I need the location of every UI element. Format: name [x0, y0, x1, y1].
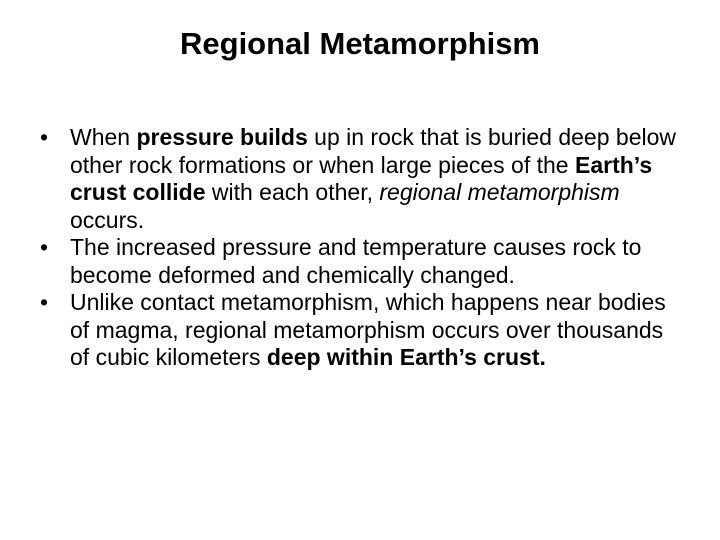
bullet-dot-icon: •	[40, 124, 49, 150]
text-run: up in rock that is buried deep below other rock formations or when large pieces of the	[70, 124, 676, 178]
text-run: Unlike contact metamorphism, which happens near bodies of magma, regional metamorphism occurs over thousands of cubic kilometers	[70, 289, 666, 370]
bullet-list	[40, 124, 680, 372]
slide-title: Regional Metamorphism	[180, 26, 540, 61]
text-run-bold: Earth’s crust collide	[70, 151, 653, 205]
text-run-bold: deep within Earth’s crust.	[266, 344, 546, 370]
text-run: When	[70, 124, 137, 150]
bullet-dot-icon: •	[40, 289, 49, 315]
bullet-item	[40, 289, 680, 372]
bullet-text	[70, 234, 641, 288]
text-run: occurs.	[70, 206, 145, 233]
text-run: with each other,	[205, 179, 380, 205]
text-run-bold: pressure builds	[136, 124, 308, 150]
bullet-dot-icon: •	[40, 234, 49, 260]
bullet-text	[70, 124, 676, 233]
text-run-italic: regional metamorphism	[379, 179, 620, 205]
text-run: The increased pressure and temperature causes rock to become deformed and chemically changed.	[70, 234, 642, 288]
bullet-item	[40, 124, 680, 234]
bullet-item	[40, 234, 680, 289]
bullet-text	[70, 289, 666, 370]
